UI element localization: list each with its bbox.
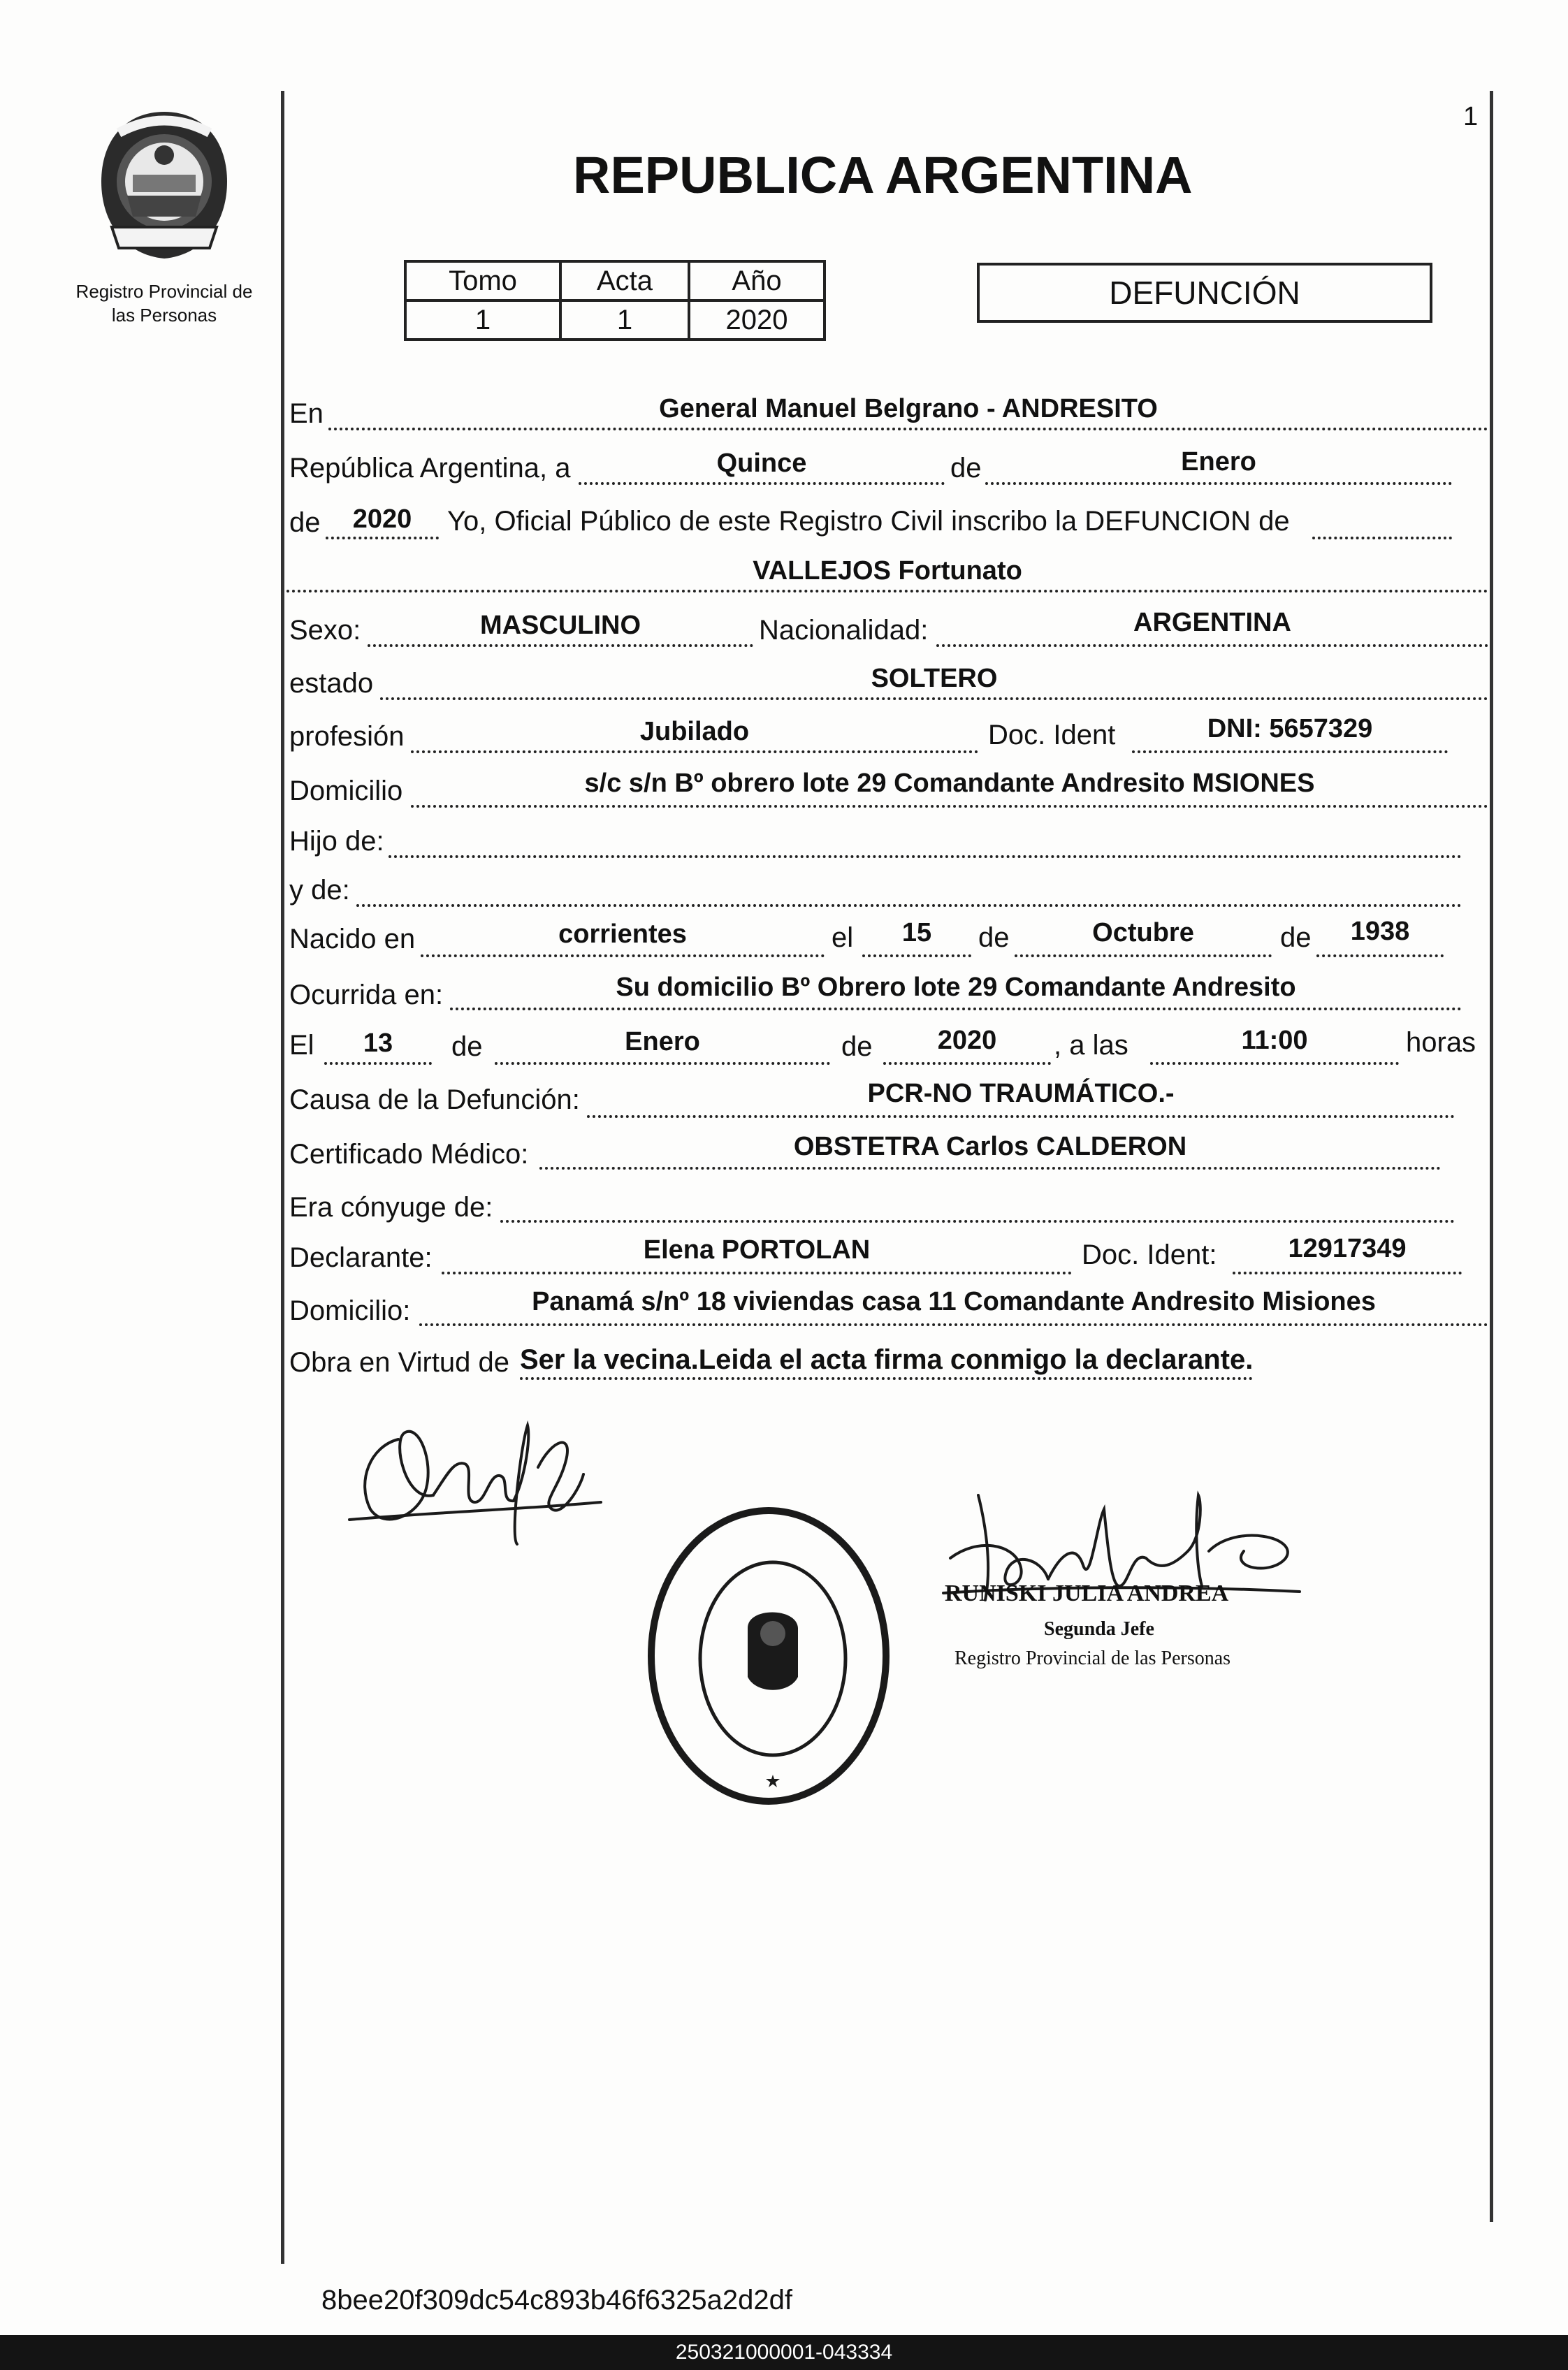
place-of-registration: General Manuel Belgrano - ANDRESITO [659, 394, 1158, 423]
sexo-value: MASCULINO [479, 611, 641, 640]
province-emblem [91, 105, 238, 266]
dotted-line [411, 805, 1488, 808]
intro-text: Yo, Oficial Público de este Registro Civil inscribo la DEFUNCION de [447, 506, 1290, 537]
birth-month-value: Octubre [1092, 918, 1194, 947]
label-domicilio-2: Domicilio: [289, 1295, 411, 1326]
dotted-line [421, 954, 825, 957]
dotted-line [1132, 750, 1448, 753]
dotted-line [495, 1062, 830, 1065]
dotted-line [587, 1115, 1455, 1118]
label-de: de [841, 1031, 873, 1062]
nacionalidad-value: ARGENTINA [1133, 608, 1291, 637]
dotted-line [450, 1008, 1462, 1010]
domicilio-value: s/c s/n Bº obrero lote 29 Comandante Andresito MSIONES [584, 769, 1315, 798]
birth-year-value: 1938 [1350, 917, 1410, 946]
page-title: REPUBLICA ARGENTINA [573, 146, 1193, 204]
header-anio: Año [689, 261, 825, 300]
death-year-value: 2020 [937, 1026, 997, 1055]
label-declarante: Declarante: [289, 1242, 433, 1273]
value-acta: 1 [560, 300, 689, 340]
month-value: Enero [1181, 447, 1256, 477]
label-estado: estado [289, 668, 374, 699]
label-republica: República Argentina, a [289, 453, 571, 484]
dotted-line [368, 644, 753, 647]
official-name: RUNISKI JULIA ANDREA [945, 1580, 1229, 1606]
label-de: de [1280, 922, 1312, 953]
label-domicilio: Domicilio [289, 776, 403, 806]
death-day-value: 13 [363, 1028, 393, 1058]
label-en: En [289, 398, 324, 429]
dotted-line [442, 1272, 1072, 1274]
label-year-prefix: de [289, 507, 321, 538]
label-doc-ident-2: Doc. Ident: [1082, 1239, 1217, 1270]
dotted-line [328, 428, 1488, 430]
right-margin-line [1490, 91, 1493, 2222]
label-de: de [950, 453, 982, 484]
place-of-death-value: Su domicilio Bº Obrero lote 29 Comandante Andresito [616, 973, 1296, 1002]
label-certificado: Certificado Médico: [289, 1139, 529, 1170]
left-margin-line [281, 91, 284, 2264]
dotted-line [1233, 1272, 1462, 1274]
label-nacido: Nacido en [289, 924, 416, 954]
dotted-line [411, 750, 978, 753]
year-value: 2020 [352, 504, 412, 534]
dotted-line [883, 1062, 1051, 1065]
cause-of-death-value: PCR-NO TRAUMÁTICO.- [867, 1079, 1175, 1108]
declarant-signature [342, 1397, 615, 1551]
label-el: El [289, 1030, 314, 1061]
dotted-line [500, 1220, 1455, 1223]
document-hash: 8bee20f309dc54c893b46f6325a2d2df [321, 2285, 792, 2316]
page-number: 1 [1463, 102, 1479, 131]
registry-name-line2: las Personas [111, 305, 217, 326]
label-a-las: , a las [1054, 1030, 1128, 1061]
dotted-line [324, 1062, 432, 1065]
header-tomo: Tomo [405, 261, 560, 300]
registry-name-line1: Registro Provincial de [75, 281, 253, 302]
dotted-line [1312, 537, 1452, 539]
label-horas: horas [1406, 1027, 1476, 1058]
doc-ident-value: DNI: 5657329 [1207, 714, 1373, 743]
dotted-line [862, 954, 971, 957]
label-y-de: y de: [289, 875, 350, 906]
declarant-id-value: 12917349 [1288, 1234, 1407, 1263]
official-stamp [636, 1495, 901, 1817]
obra-value: Ser la vecina.Leida el acta firma conmigo la declarante. [520, 1344, 1253, 1380]
footer-code: 250321000001-043334 [675, 2341, 893, 2364]
birthplace-value: corrientes [558, 919, 687, 949]
value-tomo: 1 [405, 300, 560, 340]
dotted-line [1015, 954, 1272, 957]
dotted-line [356, 904, 1462, 907]
dotted-line [380, 697, 1488, 700]
label-obra: Obra en Virtud de [289, 1347, 510, 1378]
declarant-address-value: Panamá s/nº 18 viviendas casa 11 Comandante Andresito Misiones [532, 1287, 1376, 1316]
deceased-name: VALLEJOS Fortunato [753, 556, 1022, 586]
dotted-line [579, 482, 945, 485]
label-conyuge: Era cónyuge de: [289, 1192, 493, 1223]
document-type: DEFUNCIÓN [1109, 275, 1300, 311]
label-el: el [832, 922, 854, 953]
dotted-line [1316, 954, 1444, 957]
record-table [404, 260, 826, 341]
label-doc-ident: Doc. Ident [988, 720, 1116, 750]
label-sexo: Sexo: [289, 615, 361, 646]
footer-bar [0, 2335, 1568, 2370]
dotted-line [985, 482, 1452, 485]
document-type-box [977, 263, 1432, 323]
day-value: Quince [716, 449, 807, 478]
label-nacionalidad: Nacionalidad: [759, 615, 929, 646]
dotted-line [419, 1323, 1488, 1326]
dotted-line [286, 590, 1488, 592]
death-month-value: Enero [625, 1027, 700, 1056]
death-time-value: 11:00 [1241, 1026, 1308, 1055]
dotted-line [326, 537, 439, 539]
dotted-line [936, 644, 1488, 647]
dotted-line [539, 1167, 1441, 1170]
label-ocurrida: Ocurrida en: [289, 980, 444, 1010]
dotted-line [389, 855, 1462, 858]
dotted-line [1150, 1062, 1399, 1065]
birth-day-value: 15 [901, 918, 932, 947]
declarant-value: Elena PORTOLAN [643, 1235, 871, 1265]
official-title: Segunda Jefe [1044, 1618, 1154, 1640]
official-office: Registro Provincial de las Personas [954, 1648, 1231, 1669]
header-acta: Acta [560, 261, 689, 300]
label-causa: Causa de la Defunción: [289, 1084, 580, 1115]
label-profesion: profesión [289, 721, 405, 752]
value-anio: 2020 [689, 300, 825, 340]
label-de: de [978, 922, 1010, 953]
profesion-value: Jubilado [639, 717, 750, 746]
label-hijo: Hijo de: [289, 826, 384, 857]
registry-name [56, 279, 273, 327]
label-de: de [451, 1031, 483, 1062]
medical-certificate-value: OBSTETRA Carlos CALDERON [793, 1132, 1187, 1161]
estado-value: SOLTERO [871, 664, 998, 693]
